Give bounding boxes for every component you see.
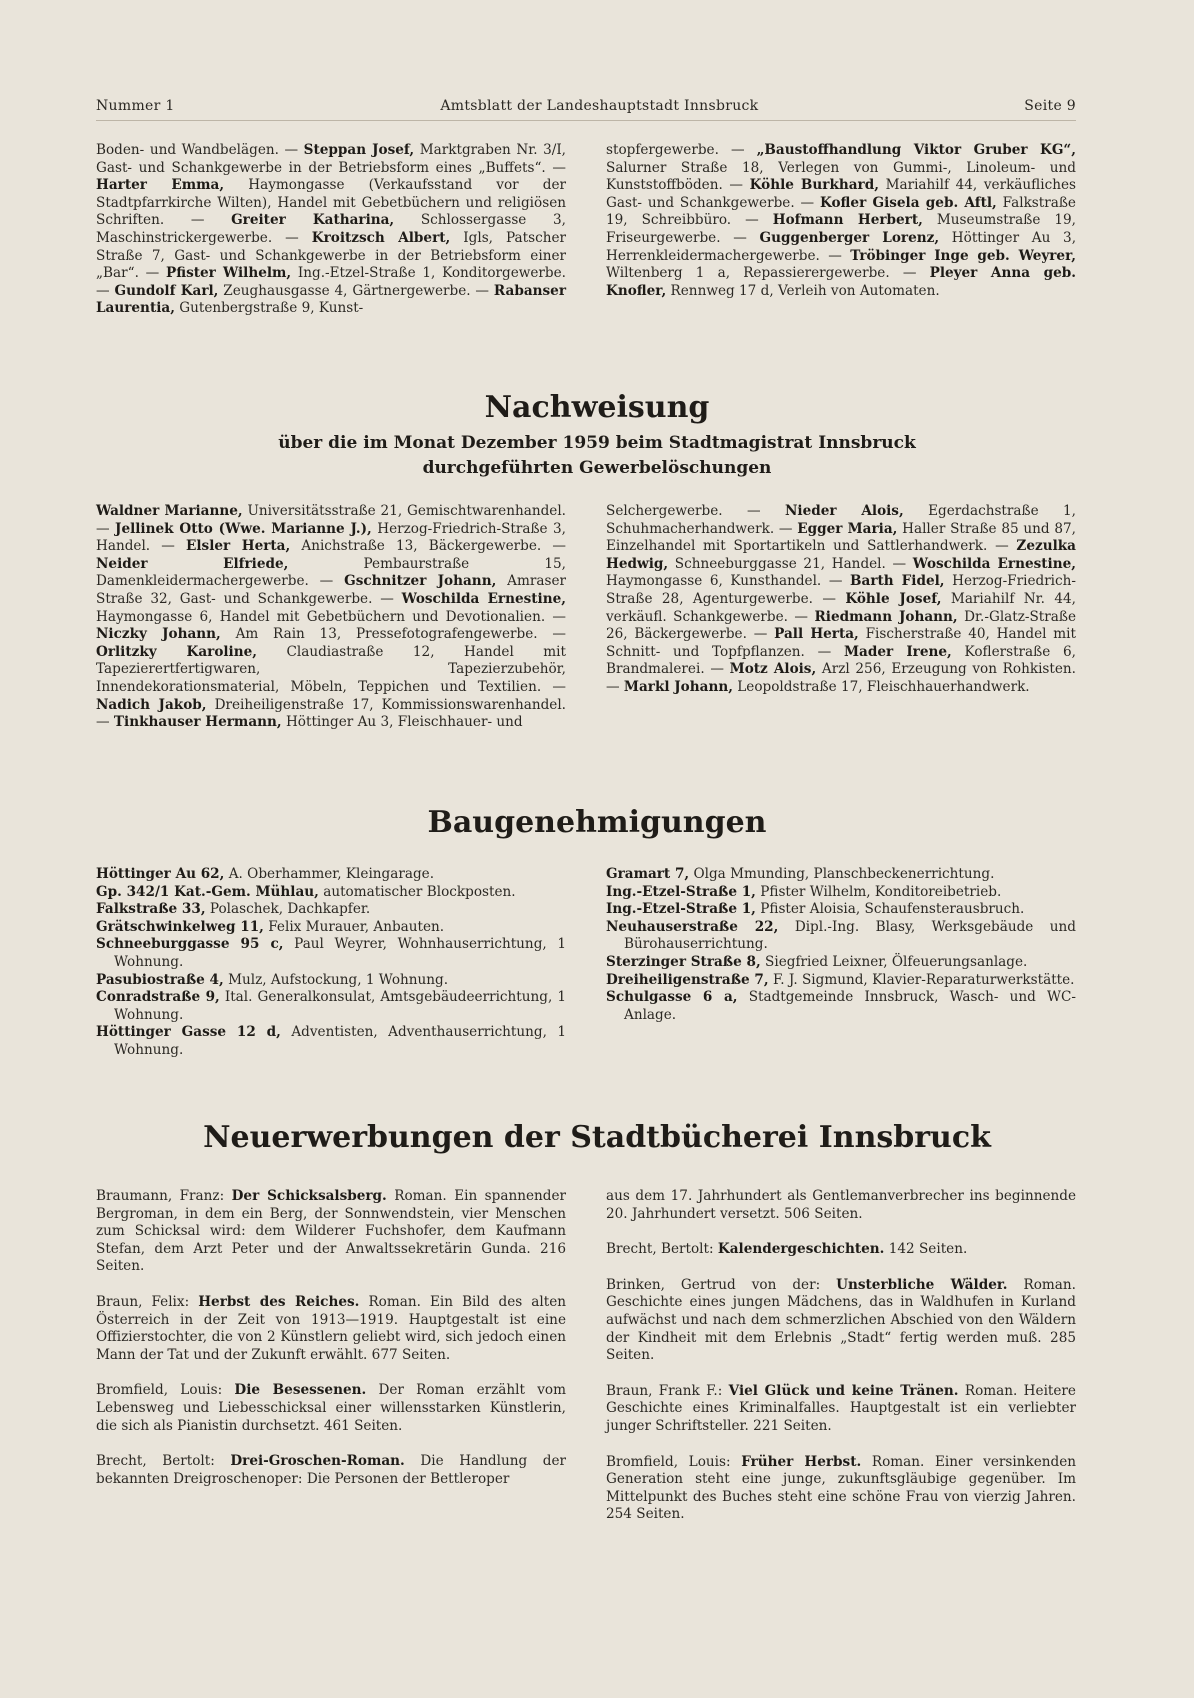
baugenehmigungen-right-column xyxy=(606,866,1076,1060)
header-rule xyxy=(96,120,1076,121)
entry-name: Dreiheiligenstraße 7, xyxy=(606,971,769,988)
book-title: Früher Herbst. xyxy=(741,1453,862,1470)
list-item xyxy=(606,866,1076,884)
book-entry xyxy=(606,1188,1076,1223)
entry-name: Pfister Wilhelm, xyxy=(165,265,292,282)
entry-name: Tröbinger Inge geb. Weyrer, xyxy=(850,247,1076,264)
entry-text: Salurner Straße 18, Verlegen von Gummi-, Linoleum- und Kunststoffböden. xyxy=(606,159,1076,194)
entry-list: stopfergewerbe. — „Baustoffhandlung Viktor Gruber KG“, Salurner Straße 18, Verlegen von Gummi-, Linoleum- und Kunststoffböden. — Köhle Burkhard, Mariahilf 44, verkäufliches Gast- und Schankgewerbe. — Kofler Gisela geb. Aftl, Falkstraße 19, Schreibbüro. — Hofmann Herbert, Museumstraße 19, Friseurgewerbe. — Guggenberger Lorenz, Höttinger Au 3, Herrenkleidermachergewerbe. — Tröbinger Inge geb. Weyrer, Wiltenberg 1 a, Repassierergewerbe. — Pleyer Anna geb. Knofler, Rennweg 17 d, Verleih von Automaten. xyxy=(606,142,1077,299)
list-item xyxy=(96,972,566,990)
entry-text: Mulz, Aufstockung, 1 Wohnung. xyxy=(228,971,449,988)
book-description: Der Roman erzählt vom Lebensweg und Liebesschicksal einer willensstarken Künstlerin, die sich als Pianistin durchsetzt. 461 Seiten. xyxy=(96,1382,566,1434)
entry-name: Greiter Katharina, xyxy=(231,212,395,229)
entry-text: Höttinger Au 3, Herrenkleidermachergewerbe. xyxy=(606,229,1077,264)
entry-text: Leopoldstraße 17, Fleischhauerhandwerk. xyxy=(737,678,1030,695)
entry-text: Egerdachstraße 1, Schuhmacherhandwerk. xyxy=(606,503,1076,537)
entry-name: Ing.-Etzel-Straße 1, xyxy=(606,901,756,918)
entry-name: Nadich Jakob, xyxy=(96,696,207,713)
entry-text: Haymongasse 6, Kunsthandel. xyxy=(606,573,822,590)
book-description: Roman. Geschichte eines jungen Mädchens, das in Waldhufen in Kurland aufwächst und nach dem schmerzlichen Abschied von den Wäldern der Kindheit mit dem Erlebnis „Stadt“ fertig werden muß. 285 Seiten. xyxy=(606,1276,1076,1364)
book-title: Drei-Groschen-Roman. xyxy=(230,1453,405,1470)
list-item xyxy=(606,919,1076,954)
book-description: Roman. Heitere Geschichte eines Kriminalfalles. Hauptgestalt ist ein verliebter junger Schriftsteller. 221 Seiten. xyxy=(606,1382,1076,1434)
book-description: Roman. Ein spannender Bergroman, in dem ein Berg, der Sonnwendstein, vier Menschen zum Schicksal wird: dem Wilderer Fuchshofer, dem Kaufmann Stefan, dem Arzt Peter und der Anwaltssekretärin Gunda. 216 Seiten. xyxy=(96,1188,567,1275)
neuerwerbungen-right-column xyxy=(606,1188,1076,1542)
entry-name: Rabanser Laurentia, xyxy=(96,282,566,317)
list-item xyxy=(606,901,1076,919)
entry-name: Woschilda Ernestine, xyxy=(401,590,566,607)
nachweisung-right-column xyxy=(606,503,1076,732)
entry-name: Steppan Josef, xyxy=(303,142,415,158)
page-number: Seite 9 xyxy=(1024,98,1076,114)
entry-text: stopfergewerbe. xyxy=(606,142,719,158)
book-description: Roman. Einer versinkenden Generation steht eine junge, zukunftsgläubige gegenüber. Im Mittelpunkt des Buches steht eine schöne Frau von vierzig Jahren. 254 Seiten. xyxy=(606,1453,1076,1523)
book-author: Bromfield, Louis: xyxy=(96,1382,223,1399)
book-description: Die Handlung der bekannten Dreigroschenoper: Die Personen der Bettleroper xyxy=(96,1453,566,1487)
book-title: Kalendergeschichten. xyxy=(717,1241,885,1258)
page-header xyxy=(96,98,1076,114)
neuerwerbungen-body xyxy=(96,1188,1076,1542)
entry-name: Orlitzky Karoline, xyxy=(96,643,257,660)
entry-name: Höttinger Au 62, xyxy=(96,866,225,882)
entry-text: Marktgraben Nr. 3/I, Gast- und Schankgewerbe in der Betriebsform eines „Buffets“. xyxy=(96,142,567,176)
entry-name: Pasubiostraße 4, xyxy=(96,971,224,988)
entry-name: Schulgasse 6 a, xyxy=(606,989,738,1006)
nachweisung-subtitle-1: über die im Monat Dezember 1959 beim Stadtmagistrat Innsbruck xyxy=(278,433,916,453)
publication-title: Amtsblatt der Landeshauptstadt Innsbruck xyxy=(440,98,759,114)
entry-text: Universitätsstraße 21, Gemischtwarenhandel. xyxy=(247,503,566,519)
entry-name: Conradstraße 9, xyxy=(96,989,220,1006)
entry-name: „Baustoffhandlung Viktor Gruber KG“, xyxy=(756,142,1076,158)
entry-text: Dr.-Glatz-Straße 26, Bäckergewerbe. xyxy=(606,608,1076,643)
entry-text: Boden- und Wandbelägen. xyxy=(96,142,279,158)
book-description: 142 Seiten. xyxy=(888,1241,968,1258)
entry-text: Museumstraße 19, Friseurgewerbe. xyxy=(606,212,1077,246)
entry-text: Mariahilf Nr. 44, verkäufl. Schankgewerbe. xyxy=(606,590,1076,625)
baugenehmigungen-body xyxy=(96,866,1076,1060)
book-entry xyxy=(606,1277,1076,1365)
entry-name: Schneeburggasse 95 c, xyxy=(96,936,284,953)
book-author: Brecht, Bertolt: xyxy=(96,1453,215,1470)
entry-text: Fischerstraße 40, Handel mit Schnitt- und Topfpflanzen. xyxy=(606,626,1076,660)
entry-name: Neuhauserstraße 22, xyxy=(606,918,779,935)
entry-name: Egger Maria, xyxy=(797,520,898,537)
list-item xyxy=(606,989,1076,1024)
entry-name: Pall Herta, xyxy=(774,626,859,643)
entry-name: Zezulka Hedwig, xyxy=(606,538,1076,572)
entry-text: Dipl.-Ing. Blasy, Werksgebäude und Bürohauserrichtung. xyxy=(624,918,1076,953)
book-title: Die Besessenen. xyxy=(234,1382,367,1399)
entry-text: Pembaurstraße 15, Damenkleidermachergewerbe. xyxy=(96,555,566,590)
entry-text: Höttinger Au 3, Fleischhauer- und xyxy=(285,714,523,731)
entry-name: Mader Irene, xyxy=(843,643,952,660)
nachweisung-left-column xyxy=(96,503,566,732)
entry-text: Haymongasse 6, Handel mit Gebetbüchern und Devotionalien. xyxy=(96,608,546,625)
list-item xyxy=(96,919,566,937)
entry-name: Barth Fidel, xyxy=(850,573,945,590)
nachweisung-subtitle-2: durchgeführten Gewerbelöschungen xyxy=(422,458,772,478)
entry-text: Haller Straße 85 und 87, Einzelhandel mit Sportartikeln und Sattlerhandwerk. xyxy=(606,520,1076,555)
entry-text: Claudiastraße 12, Handel mit Tapezierertfertigwaren, Tapezierzubehör, Innendekorationsmaterial, Möbeln, Teppichen und Textilien. xyxy=(96,643,566,695)
entry-name: Köhle Burkhard, xyxy=(749,177,879,194)
book-entry xyxy=(96,1453,566,1488)
entry-name: Höttinger Gasse 12 d, xyxy=(96,1024,281,1041)
entry-text: Olga Mmunding, Planschbeckenerrichtung. xyxy=(693,866,995,882)
baugenehmigungen-left-column xyxy=(96,866,566,1060)
entry-list: Waldner Marianne, Universitätsstraße 21, Gemischtwarenhandel. — Jellinek Otto (Wwe. Marianne J.), Herzog-Friedrich-Straße 3, Handel. — Elsler Herta, Anichstraße 13, Bäckergewerbe. — Neider Elfriede, Pembaurstraße 15, Damenkleidermachergewerbe. — Gschnitzer Johann, Amraser Straße 32, Gast- und Schankgewerbe. — Woschilda Ernestine, Haymongasse 6, Handel mit Gebetbüchern und Devotionalien. — Niczky Johann, Am Rain 13, Pressefotografengewerbe. — Orlitzky Karoline, Claudiastraße 12, Handel mit Tapezierertfertigwaren, Tapezierzubehör, Innendekorationsmaterial, Möbeln, Teppichen und Textilien. — Nadich Jakob, Dreiheiligenstraße 17, Kommissionswarenhandel. — Tinkhauser Hermann, Höttinger Au 3, Fleischhauer- und xyxy=(96,503,567,731)
book-entry xyxy=(96,1294,566,1364)
entry-text: Koflerstraße 6, Brandmalerei. xyxy=(606,643,1077,678)
entry-name: Motz Alois, xyxy=(729,661,817,678)
entry-text: Rennweg 17 d, Verleih von Automaten. xyxy=(670,282,940,299)
entry-text: A. Oberhammer, Kleingarage. xyxy=(228,866,435,882)
list-item xyxy=(606,954,1076,972)
entry-text: automatischer Blockposten. xyxy=(323,883,516,900)
list-item xyxy=(96,884,566,902)
entry-name: Jellinek Otto (Wwe. Marianne J.), xyxy=(115,520,372,537)
entry-name: Pleyer Anna geb. Knofler, xyxy=(606,265,1076,299)
entry-list: Boden- und Wandbelägen. — Steppan Josef, Marktgraben Nr. 3/I, Gast- und Schankgewerbe in der Betriebsform eines „Buffets“. — Harter Emma, Haymongasse (Verkaufsstand vor der Stadtpfarrkirche Wilten), Handel mit Gebetbüchern und religiösen Schriften. — Greiter Katharina, Schlossergasse 3, Maschinstrickergewerbe. — Kroitzsch Albert, Igls, Patscher Straße 7, Gast- und Schankgewerbe in der Betriebsform einer „Bar“. — Pfister Wilhelm, Ing.-Etzel-Straße 1, Konditorgewerbe. — Gundolf Karl, Zeughausgasse 4, Gärtnergewerbe. — Rabanser Laurentia, Gutenbergstraße 9, Kunst- xyxy=(96,142,567,317)
entry-text: Am Rain 13, Pressefotografengewerbe. xyxy=(235,626,538,643)
entry-name: Gundolf Karl, xyxy=(114,282,219,299)
book-title: Herbst des Reiches. xyxy=(198,1293,360,1310)
entry-name: Guggenberger Lorenz, xyxy=(759,229,940,246)
entry-text: Anichstraße 13, Bäckergewerbe. xyxy=(301,538,542,555)
entry-name: Tinkhauser Hermann, xyxy=(113,714,282,731)
entry-name: Woschilda Ernestine, xyxy=(912,555,1076,572)
neuerwerbungen-title: Neuerwerbungen der Stadtbücherei Innsbruck xyxy=(203,1120,991,1155)
entry-text: Ital. Generalkonsulat, Amtsgebäudeerrichtung, 1 Wohnung. xyxy=(114,989,566,1023)
entry-text: Dreiheiligenstraße 17, Kommissionswarenhandel. xyxy=(214,696,566,713)
entry-text: Zeughausgasse 4, Gärtnergewerbe. xyxy=(223,282,471,299)
entry-text: Herzog-Friedrich-Straße 28, Agenturgewerbe. xyxy=(606,573,1076,607)
entry-name: Gschnitzer Johann, xyxy=(344,573,497,590)
entry-name: Köhle Josef, xyxy=(845,590,942,607)
book-author: Braun, Frank F.: xyxy=(606,1382,723,1399)
list-item xyxy=(96,989,566,1024)
entry-name: Gp. 342/1 Kat.-Gem. Mühlau, xyxy=(96,883,319,900)
entry-text: Paul Weyrer, Wohnhauserrichtung, 1 Wohnung. xyxy=(114,936,566,970)
baugenehmigungen-title: Baugenehmigungen xyxy=(427,805,767,840)
entry-name: Neider Elfriede, xyxy=(96,555,289,572)
entry-text: Gutenbergstraße 9, Kunst- xyxy=(179,300,364,317)
book-title: Der Schicksalsberg. xyxy=(231,1188,387,1204)
list-item xyxy=(96,1024,566,1059)
entry-name: Riedmann Johann, xyxy=(814,608,958,625)
book-title: Viel Glück und keine Tränen. xyxy=(728,1382,959,1399)
entry-name: Kofler Gisela geb. Aftl, xyxy=(819,194,997,211)
nachweisung-body xyxy=(96,503,1076,732)
entry-text: Siegfried Leixner, Ölfeuerungsanlage. xyxy=(765,953,1028,970)
book-entry xyxy=(606,1383,1076,1436)
neuerwerbungen-left-column xyxy=(96,1188,566,1542)
entry-name: Falkstraße 33, xyxy=(96,901,206,918)
entry-text: Mariahilf 44, verkäufliches Gast- und Schankgewerbe. xyxy=(606,177,1076,211)
entry-name: Kroitzsch Albert, xyxy=(311,229,451,246)
entry-name: Sterzinger Straße 8, xyxy=(606,953,761,970)
continued-entries xyxy=(96,142,1076,318)
entry-text: Polaschek, Dachkapfer. xyxy=(209,901,371,918)
book-entry xyxy=(606,1241,1076,1259)
entry-name: Harter Emma, xyxy=(96,177,225,194)
entry-text: F. J. Sigmund, Klavier-Reparaturwerkstätte. xyxy=(772,971,1075,988)
continued-left-column xyxy=(96,142,566,318)
book-author: Braumann, Franz: xyxy=(96,1188,225,1204)
issue-number: Nummer 1 xyxy=(96,98,175,114)
entry-text: Arzl 256, Erzeugung von Rohkisten. xyxy=(821,661,1076,678)
entry-text: Ing.-Etzel-Straße 1, Konditorgewerbe. xyxy=(297,265,566,282)
entry-name: Ing.-Etzel-Straße 1, xyxy=(606,883,756,900)
entry-text: Schneeburggasse 21, Handel. xyxy=(674,555,886,572)
entry-name: Waldner Marianne, xyxy=(96,503,243,519)
entry-text: Igls, Patscher Straße 7, Gast- und Schankgewerbe in der Betriebsform einer „Bar“. xyxy=(96,229,566,282)
entry-text: Haymongasse (Verkaufsstand vor der Stadtpfarrkirche Wilten), Handel mit Gebetbüchern und religiösen Schriften. xyxy=(96,177,566,229)
book-author: Brinken, Gertrud von der: xyxy=(606,1276,821,1293)
entry-name: Hofmann Herbert, xyxy=(772,212,923,229)
book-author: Bromfield, Louis: xyxy=(606,1453,731,1470)
book-entry xyxy=(96,1188,566,1276)
entry-text: Herzog-Friedrich-Straße 3, Handel. xyxy=(96,520,566,555)
entry-text: Stadtgemeinde Innsbruck, Wasch- und WC-Anlage. xyxy=(624,989,1076,1023)
entry-text: Adventisten, Adventhauserrichtung, 1 Wohnung. xyxy=(114,1024,567,1058)
list-item xyxy=(606,884,1076,902)
book-title: Unsterbliche Wälder. xyxy=(836,1276,1008,1293)
list-item xyxy=(606,972,1076,990)
entry-name: Markl Johann, xyxy=(623,678,733,695)
list-item xyxy=(96,936,566,971)
entry-text: Pfister Aloisia, Schaufensterausbruch. xyxy=(760,901,1025,918)
book-entry xyxy=(606,1454,1076,1524)
book-author: Brecht, Bertolt: xyxy=(606,1241,714,1258)
entry-text: Wiltenberg 1 a, Repassierergewerbe. xyxy=(606,265,890,282)
entry-name: Nieder Alois, xyxy=(785,503,904,519)
nachweisung-title: Nachweisung xyxy=(484,390,710,425)
entry-name: Grätschwinkelweg 11, xyxy=(96,918,264,935)
entry-name: Gramart 7, xyxy=(606,866,690,882)
entry-text: Pfister Wilhelm, Konditoreibetrieb. xyxy=(760,883,1002,900)
book-entry xyxy=(96,1382,566,1435)
entry-list: Selchergewerbe. — Nieder Alois, Egerdachstraße 1, Schuhmacherhandwerk. — Egger Maria, Haller Straße 85 und 87, Einzelhandel mit Sportartikeln und Sattlerhandwerk. — Zezulka Hedwig, Schneeburggasse 21, Handel. — Woschilda Ernestine, Haymongasse 6, Kunsthandel. — Barth Fidel, Herzog-Friedrich-Straße 28, Agenturgewerbe. — Köhle Josef, Mariahilf Nr. 44, verkäufl. Schankgewerbe. — Riedmann Johann, Dr.-Glatz-Straße 26, Bäckergewerbe. — Pall Herta, Fischerstraße 40, Handel mit Schnitt- und Topfpflanzen. — Mader Irene, Koflerstraße 6, Brandmalerei. — Motz Alois, Arzl 256, Erzeugung von Rohkisten. — Markl Johann, Leopoldstraße 17, Fleischhauerhandwerk. xyxy=(606,503,1077,695)
entry-text: Selchergewerbe. xyxy=(606,503,723,519)
book-author: Braun, Felix: xyxy=(96,1293,190,1310)
entry-text: Amraser Straße 32, Gast- und Schankgewerbe. xyxy=(96,573,566,607)
entry-text: Falkstraße 19, Schreibbüro. xyxy=(606,194,1076,229)
list-item xyxy=(96,866,566,884)
entry-name: Niczky Johann, xyxy=(96,626,221,643)
continued-right-column xyxy=(606,142,1076,318)
list-item xyxy=(96,901,566,919)
entry-name: Elsler Herta, xyxy=(186,538,291,555)
book-description: aus dem 17. Jahrhundert als Gentlemanverbrecher ins beginnende 20. Jahrhundert versetzt. 506 Seiten. xyxy=(606,1188,1076,1222)
book-description: Roman. Ein Bild des alten Österreich in der Zeit von 1913—1919. Hauptgestalt ist eine Offizierstochter, die von 2 Künstlern geliebt wird, sich jedoch einen Mann der Tat und der Zukunft erwählt. 677 Seiten. xyxy=(96,1293,567,1363)
entry-text: Felix Murauer, Anbauten. xyxy=(268,918,445,935)
entry-text: Schlossergasse 3, Maschinstrickergewerbe. xyxy=(96,212,566,246)
